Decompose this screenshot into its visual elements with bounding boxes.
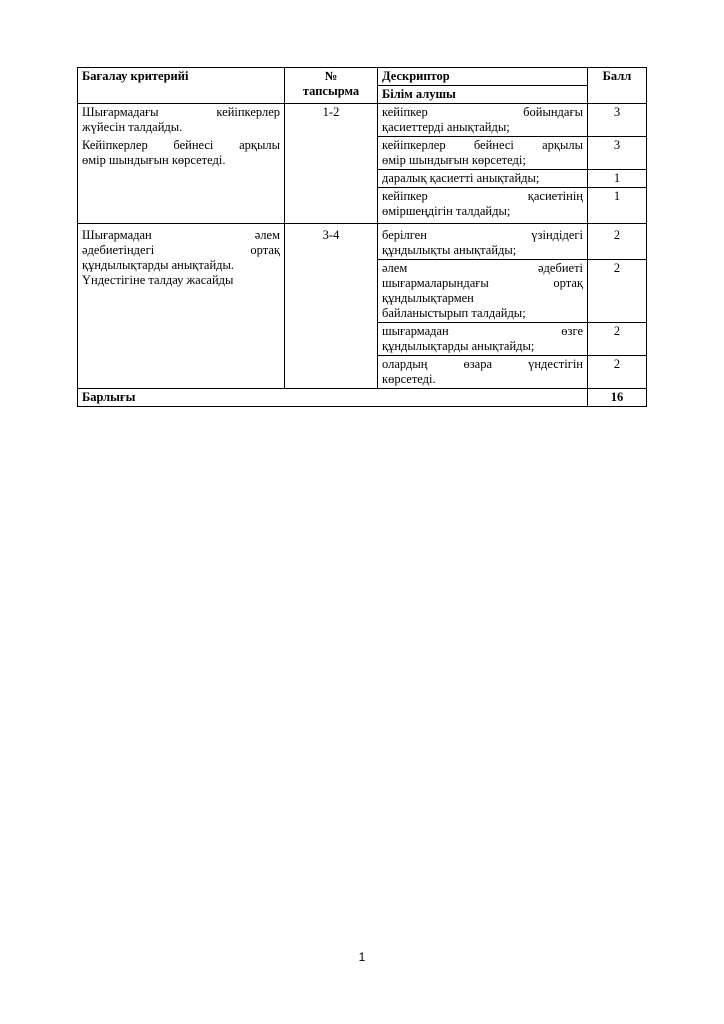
total-label: Барлығы [78,389,588,407]
descriptor-cell: кейіпкер бойындағы қасиеттерді анықтайды; [378,104,588,137]
header-criteria: Бағалау критерийі [78,68,285,104]
criteria-cell-1 [78,104,285,224]
header-task-word: тапсырма [302,84,360,98]
score-cell: 2 [588,260,647,323]
header-row [78,68,647,86]
score-cell: 1 [588,170,647,188]
score-cell: 1 [588,188,647,224]
descriptor-cell: шығармадан өзге құндылықтарды анықтайды; [378,323,588,356]
criteria-text: Шығармадағы кейіпкерлер жүйесін талдайды. [82,105,280,134]
criteria-text: Кейіпкерлер бейнесі арқылы өмір шындығын көрсетеді. [82,138,280,167]
descriptor-cell: кейіпкер қасиетінің өміршеңдігін талдайды; [378,188,588,224]
score-cell: 3 [588,104,647,137]
header-task [285,68,378,104]
header-learner: Білім алушы [378,86,588,104]
header-descriptor: Дескриптор [378,68,588,86]
descriptor-cell: даралық қасиетті анықтайды; [378,170,588,188]
table-row [78,104,647,137]
descriptor-cell: әлем әдебиеті шығармаларындағы ортақ құндылықтармен байланыстырып талдайды; [378,260,588,323]
header-task-no: № [324,69,338,83]
score-cell: 3 [588,137,647,170]
descriptor-cell: олардың өзара үндестігін көрсетеді. [378,356,588,389]
score-cell: 2 [588,224,647,260]
header-score: Балл [588,68,647,104]
page-number: 1 [358,950,366,964]
task-cell-1: 1-2 [285,104,378,224]
total-value: 16 [588,389,647,407]
score-cell: 2 [588,356,647,389]
score-cell: 2 [588,323,647,356]
total-row [78,389,647,407]
table-row [78,224,647,260]
criteria-cell-2: Шығармадан әлем әдебиетіндегі ортақ құндылықтарды анықтайды. Үндестігіне талдау жасайды [78,224,285,389]
descriptor-cell: берілген үзіндідегі құндылықты анықтайды; [378,224,588,260]
assessment-table [77,67,647,407]
task-cell-2: 3-4 [285,224,378,389]
descriptor-cell: кейіпкерлер бейнесі арқылы өмір шындығын көрсетеді; [378,137,588,170]
